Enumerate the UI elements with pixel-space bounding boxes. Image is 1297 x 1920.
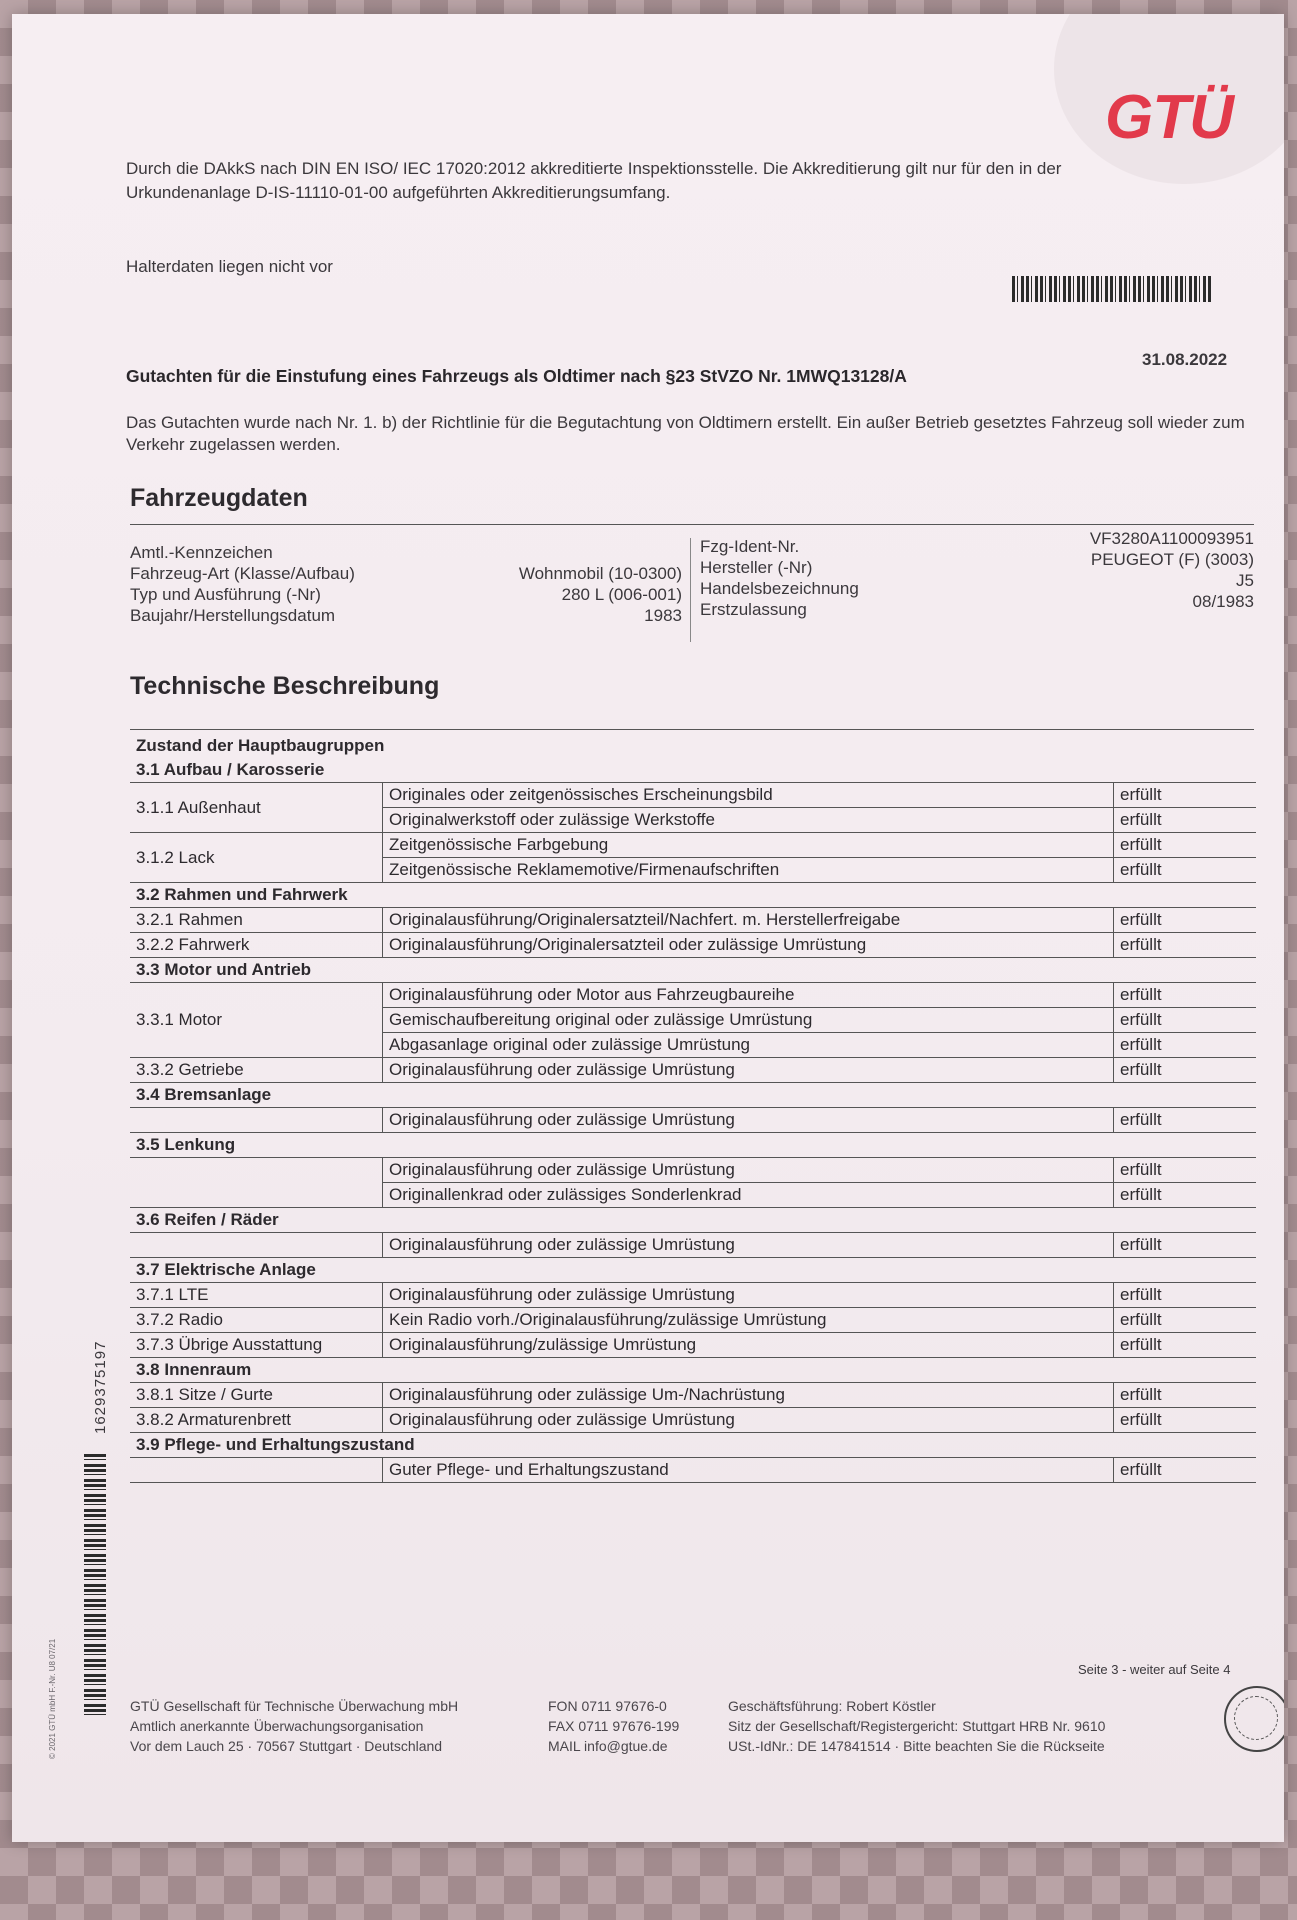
- result: erfüllt: [1114, 1233, 1257, 1258]
- criterion: Originalausführung oder zulässige Umrüstung: [383, 1408, 1114, 1433]
- footer-line: USt.-IdNr.: DE 147841514 · Bitte beachten Sie die Rückseite: [728, 1738, 1105, 1754]
- vehicle-label: Amtl.-Kennzeichen: [130, 543, 273, 562]
- table-row: [130, 1233, 1256, 1258]
- intro-text: Das Gutachten wurde nach Nr. 1. b) der Richtlinie für die Begutachtung von Oldtimern erstellt. Ein außer Betrieb gesetztes Fahrzeug soll wieder zum Verkehr zugelassen werden.: [126, 413, 1245, 454]
- side-number: 1629375197: [92, 1340, 109, 1434]
- criterion: Originallenkrad oder zulässiges Sonderlenkrad: [383, 1183, 1114, 1208]
- group-row: [130, 883, 1256, 908]
- result: erfüllt: [1114, 1308, 1257, 1333]
- accreditation-text: Durch die DAkkS nach DIN EN ISO/ IEC 17020:2012 akkreditierte Inspektionsstelle. Die Akkreditierung gilt nur für den in der Urkundenanlage D-IS-11110-01-00 aufgeführten Akkreditierungsumfang.: [126, 159, 1062, 202]
- criterion: Kein Radio vorh./Originalausführung/zulässige Umrüstung: [383, 1308, 1114, 1333]
- group-row: [130, 1133, 1256, 1158]
- table-row: [130, 1058, 1256, 1083]
- group-row: [130, 958, 1256, 983]
- footer-line: Geschäftsführung: Robert Köstler: [728, 1698, 936, 1714]
- subgroup-label: 3.8.2 Armaturenbrett: [130, 1408, 383, 1433]
- document-page: [12, 14, 1284, 1842]
- vehicle-value: 280 L (006-001): [561, 585, 682, 604]
- subgroup-label: [130, 1108, 383, 1133]
- table-row: [130, 1108, 1256, 1133]
- subgroup-label: 3.2.2 Fahrwerk: [130, 933, 383, 958]
- result: erfüllt: [1114, 1333, 1257, 1358]
- group-row: [130, 1208, 1256, 1233]
- group-title: 3.7 Elektrische Anlage: [130, 1258, 1256, 1283]
- result: erfüllt: [1114, 908, 1257, 933]
- footer-line: FON 0711 97676-0: [548, 1698, 667, 1714]
- tech-table: [130, 758, 1256, 1483]
- footer-line: MAIL info@gtue.de: [548, 1738, 668, 1754]
- criterion: Originalausführung/Originalersatzteil oder zulässige Umrüstung: [383, 933, 1114, 958]
- gtue-logo: GTÜ: [1105, 83, 1233, 152]
- table-row: [130, 1458, 1256, 1483]
- vehicle-label: Handelsbezeichnung: [700, 579, 859, 598]
- criterion: Abgasanlage original oder zulässige Umrüstung: [383, 1033, 1114, 1058]
- result: erfüllt: [1114, 808, 1257, 833]
- table-row: [130, 1408, 1256, 1433]
- tech-heading: Technische Beschreibung: [130, 672, 440, 700]
- group-row: [130, 1358, 1256, 1383]
- subgroup-label: 3.2.1 Rahmen: [130, 908, 383, 933]
- table-row: [130, 1308, 1256, 1333]
- result: erfüllt: [1114, 1008, 1257, 1033]
- result: erfüllt: [1114, 933, 1257, 958]
- result: erfüllt: [1114, 1283, 1257, 1308]
- group-title: 3.3 Motor und Antrieb: [130, 958, 1256, 983]
- table-row: [130, 833, 1256, 858]
- group-title: 3.2 Rahmen und Fahrwerk: [130, 883, 1256, 908]
- vehicle-data-heading: Fahrzeugdaten: [130, 484, 308, 512]
- barcode: [1012, 276, 1212, 302]
- result: erfüllt: [1114, 833, 1257, 858]
- group-title: 3.4 Bremsanlage: [130, 1083, 1256, 1108]
- criterion: Originalausführung/Originalersatzteil/Nachfert. m. Herstellerfreigabe: [383, 908, 1114, 933]
- footer-line: GTÜ Gesellschaft für Technische Überwachung mbH: [130, 1698, 459, 1714]
- table-row: [130, 1158, 1256, 1183]
- divider: [130, 524, 1254, 525]
- vehicle-label: Hersteller (-Nr): [700, 558, 813, 577]
- column-divider: [690, 538, 691, 642]
- vehicle-label: Baujahr/Herstellungsdatum: [130, 606, 336, 625]
- group-row: [130, 1083, 1256, 1108]
- criterion: Originalausführung oder zulässige Umrüstung: [383, 1058, 1114, 1083]
- result: erfüllt: [1114, 983, 1257, 1008]
- subgroup-label: 3.7.1 LTE: [130, 1283, 383, 1308]
- vehicle-right-labels: [700, 536, 859, 620]
- group-title: 3.1 Aufbau / Karosserie: [130, 758, 1256, 783]
- result: erfüllt: [1114, 1033, 1257, 1058]
- vehicle-label: Fahrzeug-Art (Klasse/Aufbau): [130, 564, 355, 583]
- result: erfüllt: [1114, 1058, 1257, 1083]
- subgroup-label: [130, 1233, 383, 1258]
- footer-line: Vor dem Lauch 25 · 70567 Stuttgart · Deutschland: [130, 1738, 443, 1754]
- table-row: [130, 1383, 1256, 1408]
- vehicle-left-values: [452, 542, 682, 626]
- vehicle-value: VF3280A1100093951: [1089, 529, 1254, 548]
- vehicle-value: Wohnmobil (10-0300): [518, 564, 682, 583]
- tech-subheading: Zustand der Hauptbaugruppen: [136, 736, 385, 755]
- subgroup-label: [130, 1158, 383, 1208]
- page-indicator: Seite 3 - weiter auf Seite 4: [1078, 1662, 1231, 1677]
- criterion: Originalausführung oder zulässige Um-/Nachrüstung: [383, 1383, 1114, 1408]
- table-row: [130, 783, 1256, 808]
- subgroup-label: 3.1.2 Lack: [130, 833, 383, 883]
- footer-contact: [548, 1696, 679, 1756]
- result: erfüllt: [1114, 1408, 1257, 1433]
- criterion: Originales oder zeitgenössisches Erscheinungsbild: [383, 783, 1114, 808]
- document-title: Gutachten für die Einstufung eines Fahrzeugs als Oldtimer nach §23 StVZO Nr. 1MWQ13128/A: [126, 366, 907, 386]
- criterion: Originalwerkstoff oder zulässige Werkstoffe: [383, 808, 1114, 833]
- footer-company: [130, 1696, 458, 1756]
- subgroup-label: 3.3.1 Motor: [130, 983, 383, 1058]
- seal-icon: [1224, 1686, 1284, 1752]
- criterion: Gemischaufbereitung original oder zulässige Umrüstung: [383, 1008, 1114, 1033]
- group-title: 3.6 Reifen / Räder: [130, 1208, 1256, 1233]
- vehicle-label: Typ und Ausführung (-Nr): [130, 585, 321, 604]
- result: erfüllt: [1114, 1158, 1257, 1183]
- table-row: [130, 1333, 1256, 1358]
- group-title: 3.5 Lenkung: [130, 1133, 1256, 1158]
- criterion: Originalausführung/zulässige Umrüstung: [383, 1333, 1114, 1358]
- criterion: Zeitgenössische Reklamemotive/Firmenaufschriften: [383, 858, 1114, 883]
- result: erfüllt: [1114, 1458, 1257, 1483]
- criterion: Originalausführung oder zulässige Umrüstung: [383, 1283, 1114, 1308]
- criterion: Originalausführung oder Motor aus Fahrzeugbaureihe: [383, 983, 1114, 1008]
- group-row: [130, 758, 1256, 783]
- group-title: 3.9 Pflege- und Erhaltungszustand: [130, 1433, 1256, 1458]
- group-row: [130, 1258, 1256, 1283]
- vehicle-value: PEUGEOT (F) (3003): [1090, 550, 1254, 569]
- result: erfüllt: [1114, 1183, 1257, 1208]
- result: erfüllt: [1114, 1383, 1257, 1408]
- vehicle-value: 08/1983: [1192, 592, 1254, 611]
- subgroup-label: 3.1.1 Außenhaut: [130, 783, 383, 833]
- table-row: [130, 1283, 1256, 1308]
- side-imprint: © 2021 GTÜ mbH F.-Nr. U8 07/21: [48, 1638, 57, 1759]
- result: erfüllt: [1114, 858, 1257, 883]
- footer-line: Amtlich anerkannte Überwachungsorganisation: [130, 1718, 424, 1734]
- subgroup-label: 3.3.2 Getriebe: [130, 1058, 383, 1083]
- subgroup-label: [130, 1458, 383, 1483]
- criterion: Originalausführung oder zulässige Umrüstung: [383, 1108, 1114, 1133]
- table-row: [130, 908, 1256, 933]
- side-barcode: [84, 1454, 106, 1719]
- footer-line: Sitz der Gesellschaft/Registergericht: Stuttgart HRB Nr. 9610: [728, 1718, 1106, 1734]
- result: erfüllt: [1114, 1108, 1257, 1133]
- vehicle-label: Erstzulassung: [700, 600, 807, 619]
- vehicle-right-values: [952, 528, 1254, 612]
- criterion: Zeitgenössische Farbgebung: [383, 833, 1114, 858]
- subgroup-label: 3.7.3 Übrige Ausstattung: [130, 1333, 383, 1358]
- criterion: Originalausführung oder zulässige Umrüstung: [383, 1233, 1114, 1258]
- criterion: Originalausführung oder zulässige Umrüstung: [383, 1158, 1114, 1183]
- divider: [130, 729, 1254, 730]
- subgroup-label: 3.7.2 Radio: [130, 1308, 383, 1333]
- subgroup-label: 3.8.1 Sitze / Gurte: [130, 1383, 383, 1408]
- vehicle-value: 1983: [644, 606, 682, 625]
- criterion: Guter Pflege- und Erhaltungszustand: [383, 1458, 1114, 1483]
- table-row: [130, 983, 1256, 1008]
- vehicle-value: J5: [1236, 571, 1254, 590]
- group-row: [130, 1433, 1256, 1458]
- document-date: 31.08.2022: [1142, 350, 1228, 369]
- footer-line: FAX 0711 97676-199: [548, 1718, 680, 1734]
- halter-note: Halterdaten liegen nicht vor: [126, 257, 333, 276]
- vehicle-left-labels: [130, 542, 355, 626]
- vehicle-value: [452, 542, 682, 563]
- table-row: [130, 933, 1256, 958]
- group-title: 3.8 Innenraum: [130, 1358, 1256, 1383]
- vehicle-label: Fzg-Ident-Nr.: [700, 537, 800, 556]
- footer-legal: [728, 1696, 1105, 1756]
- result: erfüllt: [1114, 783, 1257, 808]
